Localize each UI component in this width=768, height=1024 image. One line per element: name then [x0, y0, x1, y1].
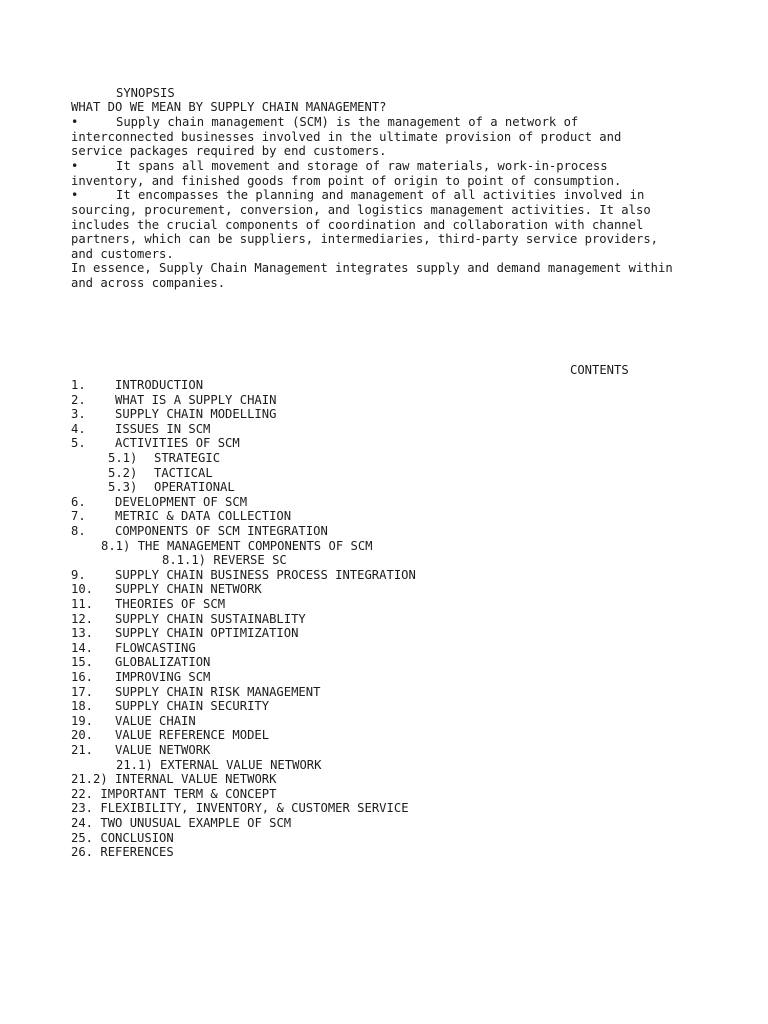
synopsis-essence-line-1: In essence, Supply Chain Management integrates supply and demand management within — [71, 261, 673, 275]
toc-item — [71, 845, 174, 860]
toc-item — [71, 582, 262, 597]
toc-number: 16. — [71, 670, 94, 684]
toc-number: 5.2) — [108, 466, 138, 480]
toc-item — [71, 568, 416, 583]
toc-label: SUPPLY CHAIN SECURITY — [115, 699, 270, 713]
toc-label: REFERENCES — [100, 845, 174, 859]
toc-label: VALUE CHAIN — [115, 714, 196, 728]
toc-label: REVERSE SC — [213, 553, 287, 567]
toc-number: 19. — [71, 714, 94, 728]
toc-number: 2. — [71, 393, 86, 407]
synopsis-bullet-3-line-3: includes the crucial components of coordination and collaboration with channel — [71, 218, 644, 232]
toc-item — [71, 831, 174, 846]
synopsis-title: SYNOPSIS — [116, 86, 175, 100]
synopsis-bullet-1-line-2: interconnected businesses involved in the ultimate provision of product and — [71, 130, 622, 144]
toc-item — [71, 626, 298, 641]
toc-item — [71, 597, 225, 612]
synopsis-bullet-1 — [71, 115, 579, 130]
toc-number: 5.1) — [108, 451, 138, 465]
toc-label: FLEXIBILITY, INVENTORY, & CUSTOMER SERVICE — [100, 801, 409, 815]
toc-item — [71, 436, 240, 451]
toc-label: IMPORTANT TERM & CONCEPT — [100, 787, 277, 801]
toc-label: THEORIES OF SCM — [115, 597, 226, 611]
synopsis-bullet-3-line-4: partners, which can be suppliers, intermediaries, third-party service providers, — [71, 232, 658, 246]
toc-subitem — [108, 451, 220, 466]
toc-number: 8.1) — [101, 539, 131, 553]
toc-number: 21.2) — [71, 772, 108, 786]
toc-label: VALUE REFERENCE MODEL — [115, 728, 270, 742]
toc-label: STRATEGIC — [154, 451, 221, 465]
toc-item — [71, 378, 203, 393]
toc-label: IMPROVING SCM — [115, 670, 211, 684]
toc-number: 22. — [71, 787, 94, 801]
toc-label: CONCLUSION — [100, 831, 174, 845]
toc-number: 15. — [71, 655, 94, 669]
toc-number: 1. — [71, 378, 86, 392]
toc-item — [71, 685, 320, 700]
toc-number: 11. — [71, 597, 94, 611]
toc-subitem — [71, 772, 276, 787]
toc-subitem — [116, 758, 321, 773]
toc-item — [71, 641, 196, 656]
toc-subsubitem — [162, 553, 287, 568]
toc-number: 5.3) — [108, 480, 138, 494]
toc-label: ISSUES IN SCM — [115, 422, 211, 436]
toc-number: 21. — [71, 743, 94, 757]
bullet-mark: • — [71, 159, 79, 173]
toc-item — [71, 422, 210, 437]
toc-label: GLOBALIZATION — [115, 655, 211, 669]
toc-label: OPERATIONAL — [154, 480, 235, 494]
toc-item — [71, 655, 210, 670]
toc-label: SUPPLY CHAIN NETWORK — [115, 582, 262, 596]
synopsis-question: WHAT DO WE MEAN BY SUPPLY CHAIN MANAGEMENT? — [71, 100, 387, 114]
synopsis-bullet-1-line-3: service packages required by end customers. — [71, 144, 387, 158]
toc-label: FLOWCASTING — [115, 641, 196, 655]
toc-label: VALUE NETWORK — [115, 743, 211, 757]
toc-number: 8. — [71, 524, 86, 538]
toc-number: 18. — [71, 699, 94, 713]
toc-label: EXTERNAL VALUE NETWORK — [160, 758, 322, 772]
synopsis-bullet-3 — [71, 188, 645, 203]
toc-label: SUPPLY CHAIN OPTIMIZATION — [115, 626, 299, 640]
toc-subitem — [108, 466, 213, 481]
toc-label: DEVELOPMENT OF SCM — [115, 495, 248, 509]
toc-number: 9. — [71, 568, 86, 582]
toc-label: THE MANAGEMENT COMPONENTS OF SCM — [137, 539, 373, 553]
toc-subitem — [108, 480, 235, 495]
toc-number: 20. — [71, 728, 94, 742]
toc-number: 17. — [71, 685, 94, 699]
toc-item — [71, 816, 291, 831]
toc-number: 21.1) — [116, 758, 153, 772]
synopsis-bullet-3-line-2: sourcing, procurement, conversion, and logistics management activities. It also — [71, 203, 651, 217]
synopsis-essence-line-2: and across companies. — [71, 276, 226, 290]
toc-item — [71, 524, 328, 539]
toc-subitem — [101, 539, 373, 554]
toc-number: 14. — [71, 641, 94, 655]
toc-label: COMPONENTS OF SCM INTEGRATION — [115, 524, 328, 538]
toc-number: 10. — [71, 582, 94, 596]
bullet-mark: • — [71, 188, 79, 202]
toc-item — [71, 699, 269, 714]
toc-item — [71, 393, 276, 408]
toc-number: 24. — [71, 816, 94, 830]
toc-label: SUPPLY CHAIN BUSINESS PROCESS INTEGRATION — [115, 568, 416, 582]
bullet-text: Supply chain management (SCM) is the management of a network of — [116, 115, 579, 129]
toc-number: 12. — [71, 612, 94, 626]
toc-number: 25. — [71, 831, 94, 845]
toc-item — [71, 714, 196, 729]
contents-title: CONTENTS — [570, 363, 629, 377]
toc-item — [71, 670, 210, 685]
toc-item — [71, 787, 276, 802]
toc-label: WHAT IS A SUPPLY CHAIN — [115, 393, 277, 407]
synopsis-bullet-3-line-5: and customers. — [71, 247, 174, 261]
toc-number: 5. — [71, 436, 86, 450]
bullet-mark: • — [71, 115, 79, 129]
toc-label: METRIC & DATA COLLECTION — [115, 509, 292, 523]
synopsis-bullet-2 — [71, 159, 608, 174]
toc-item — [71, 509, 291, 524]
toc-item — [71, 801, 409, 816]
toc-number: 13. — [71, 626, 94, 640]
toc-label: TWO UNUSUAL EXAMPLE OF SCM — [100, 816, 292, 830]
toc-number: 26. — [71, 845, 94, 859]
bullet-text: It encompasses the planning and management of all activities involved in — [116, 188, 645, 202]
toc-number: 3. — [71, 407, 86, 421]
toc-label: SUPPLY CHAIN SUSTAINABLITY — [115, 612, 306, 626]
toc-label: SUPPLY CHAIN MODELLING — [115, 407, 277, 421]
synopsis-bullet-2-line-2: inventory, and finished goods from point of origin to point of consumption. — [71, 174, 622, 188]
toc-item — [71, 495, 247, 510]
toc-number: 4. — [71, 422, 86, 436]
toc-number: 7. — [71, 509, 86, 523]
toc-number: 6. — [71, 495, 86, 509]
toc-label: TACTICAL — [154, 466, 213, 480]
toc-item — [71, 728, 269, 743]
toc-item — [71, 612, 306, 627]
toc-item — [71, 407, 276, 422]
toc-label: ACTIVITIES OF SCM — [115, 436, 240, 450]
toc-label: SUPPLY CHAIN RISK MANAGEMENT — [115, 685, 321, 699]
toc-number: 8.1.1) — [162, 553, 207, 567]
toc-label: INTERNAL VALUE NETWORK — [115, 772, 277, 786]
toc-label: INTRODUCTION — [115, 378, 204, 392]
toc-number: 23. — [71, 801, 94, 815]
toc-item — [71, 743, 210, 758]
bullet-text: It spans all movement and storage of raw materials, work-in-process — [116, 159, 608, 173]
